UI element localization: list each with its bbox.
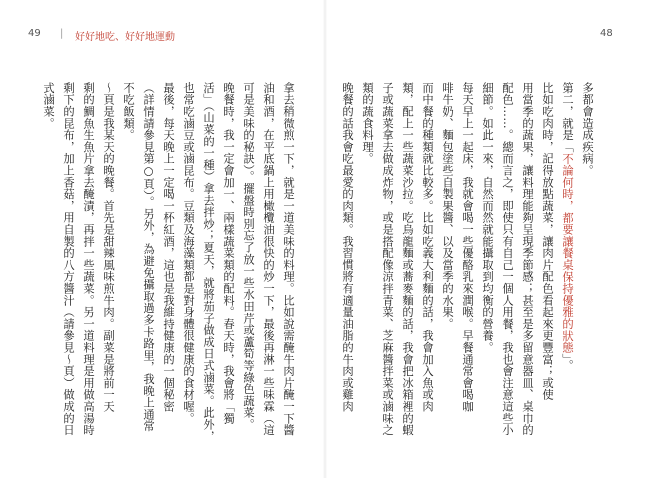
text-fragment: 」。	[561, 353, 574, 372]
left-page-number: 49	[28, 28, 41, 39]
text-column: 每天早上一起床，我就會喝一些優酪乳來潤喉。早餐通常會喝咖	[461, 82, 474, 413]
text-column: 剩下的昆布，加上香菇，用自製的八方醬汁（請參見～頁）做成的日	[62, 82, 75, 436]
text-column: 多都會造成疾病。	[581, 82, 594, 177]
text-column: 比如吃肉時，記得放點蔬菜，讓肉片配色看起來更豐富；或使	[541, 82, 554, 401]
text-column: 晚餐的話我會吃最愛的肉類。我習慣將有適量油脂的牛肉或雞肉	[341, 82, 354, 413]
text-column: 啡牛奶、麵包塗些自製果醬、以及當季的水果。	[441, 82, 454, 330]
text-column: 細節。如此一來，自然而然就能攝取到均衡的營養。	[481, 82, 494, 354]
text-column: 油和酒，在平底鍋上用橄欖油很快的炒一下，最後再淋一些味霖（這	[262, 82, 275, 436]
right-page-body	[337, 82, 597, 447]
text-column: 晚餐時，我一定會加一、兩樣蔬菜類的配料。春天時，我會將「獨	[222, 82, 235, 425]
text-column: 不吃飯類。	[122, 82, 135, 141]
text-column: 式滷菜。	[42, 82, 55, 130]
text-column: 子或蔬菜拿去做成炸物，或是搭配像涼拌青菜、芝麻醬拌菜或滷味之	[381, 82, 394, 436]
book-gutter	[323, 0, 327, 478]
text-column: 用當季的蔬果，讓料理能夠呈現季節感；甚至是多留意器皿、桌巾的	[521, 82, 534, 436]
text-column: 可是美味的秘訣）。擺盤時別忘了放一些水田芹或蘆筍等綠色蔬菜。	[242, 82, 255, 431]
text-column: 類，配上一些蔬菜沙拉。吃烏龍麵或蕎麥麵的話，我會把冰箱裡的蝦	[401, 82, 414, 436]
left-running-title: 好好地吃、好好地運動	[75, 32, 175, 43]
text-column-highlight	[557, 82, 577, 447]
text-column: 也常吃滷豆或滷昆布。豆類及海藻類都是對身體很健康的食材喔。	[182, 82, 195, 425]
text-column: 活」（山菜的一種）拿去拌炒；夏天，就將茄子做成日式滷菜。此外，	[202, 82, 215, 443]
highlight-quote: 不論何時，都要讓餐桌保持優雅的狀態	[561, 152, 574, 354]
text-column: ～頁是我某天的晚餐。首先是甜辣風味煎牛肉。副菜是將前一天	[102, 82, 115, 413]
right-page-number: 48	[600, 28, 613, 39]
text-column: 剩的鯛魚生魚片拿去醃漬，再拌一些蔬菜。另一道料理是用做高湯時	[82, 82, 95, 436]
text-column: 而中餐的種類就比較多。比如吃義大利麵的話，我會加入魚或肉	[421, 82, 434, 413]
text-column: 配色……。總而言之，即使只有自己一個人用餐，我也會注意這些小	[501, 82, 514, 436]
left-page-body	[38, 82, 298, 447]
text-column: 最後，每天晚上一定喝一杯紅酒，這也是我維持健康的一個秘密	[162, 82, 175, 413]
text-column: 拿去稍微煎一下，就是一道美味的料理。比如說需醃牛肉片醃一下醬	[282, 82, 295, 436]
right-page	[325, 0, 650, 478]
header-separator: |	[60, 28, 64, 39]
text-column: 類的蔬食料理。	[361, 82, 374, 165]
text-column: （詳情請參見第○頁）。另外，為避免攝取過多卡路里，我晚上通常	[142, 82, 155, 433]
text-fragment: 第二，就是「	[561, 82, 574, 153]
